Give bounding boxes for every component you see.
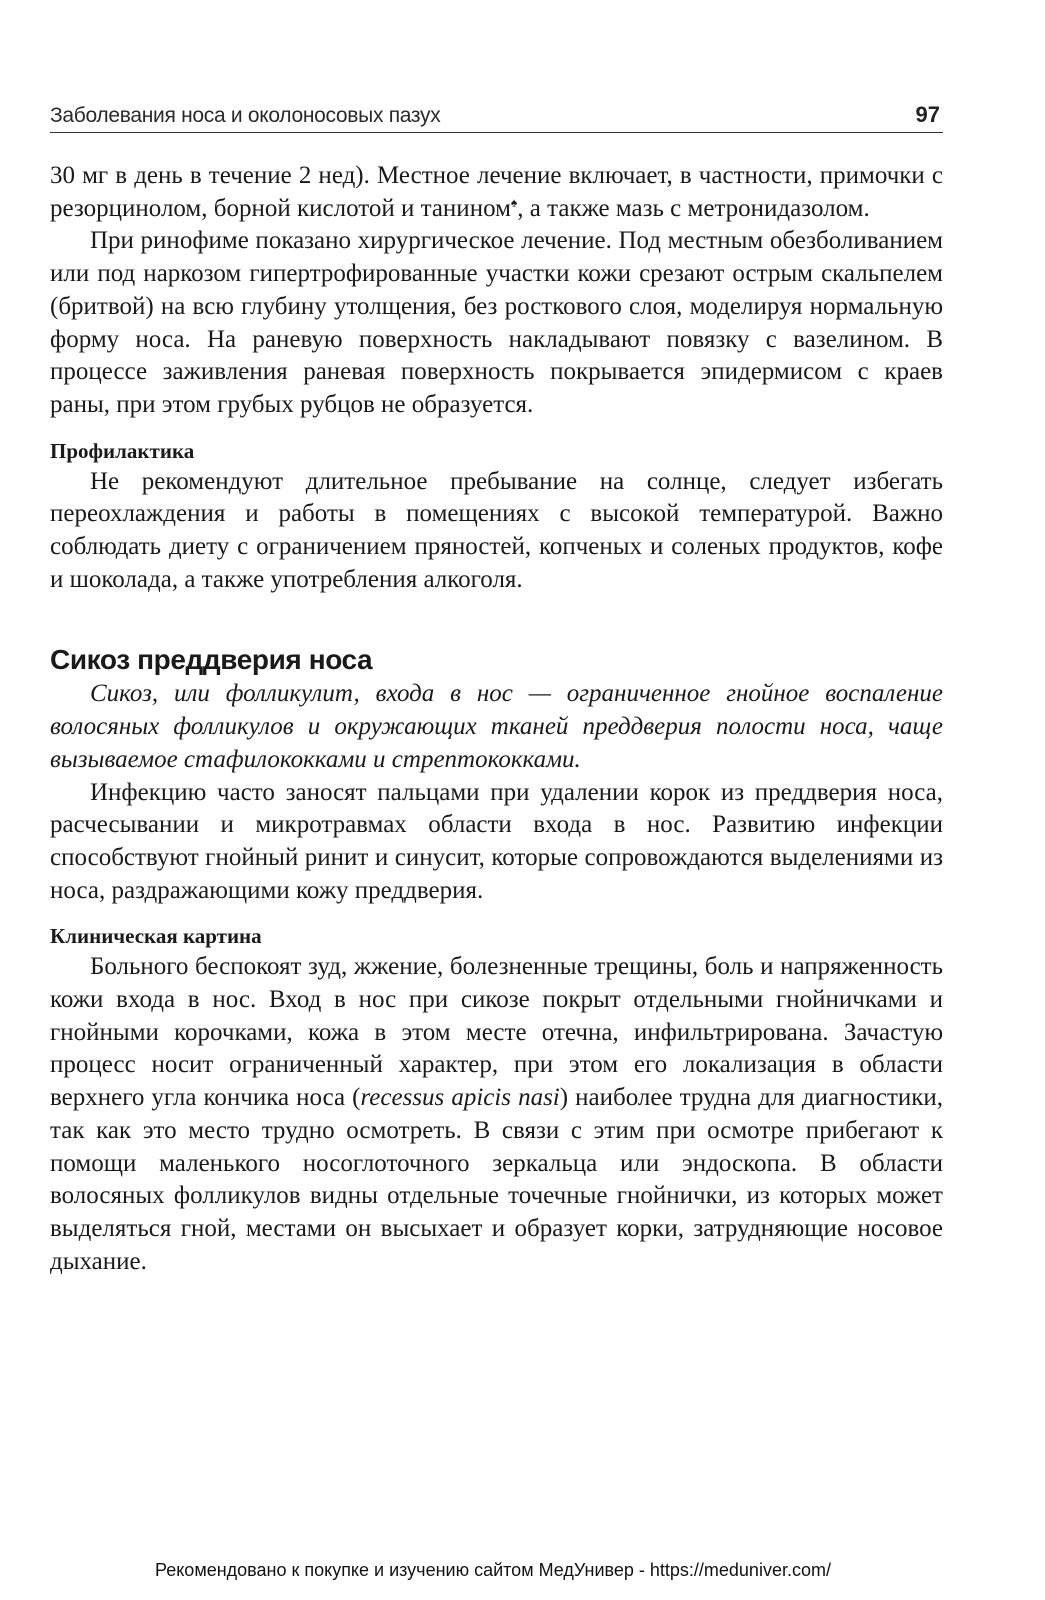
running-head [50, 104, 943, 133]
page-number: 97 [915, 102, 940, 127]
paragraph-prevention: Не рекомендуют длительное пребывание на солнце, следует избегать переохлаждения и работы в помещениях с высокой температурой. Важно соблюдать диету с ограничением пряностей, копченых и соленых продуктов, кофе и шоколада, а также употребления алкоголя. [50, 467, 943, 593]
subheading-clinical-picture: Клиническая картина [50, 924, 262, 949]
paragraph-continued [50, 160, 943, 225]
paragraph-rhinophyma-surgery: При ринофиме показано хирургическое лечение. Под местным обезболиванием или под наркозом гипертрофированные участки кожи срезают острым скальпелем (бритвой) на всю глубину утолщения, без росткового слоя, моделируя нормальную форму носа. На раневую поверхность накладывают повязку с вазелином. В процессе заживления раневая поверхность покрывается эпидермисом с краев раны, при этом грубых рубцов не образуется. [50, 227, 943, 418]
paragraph-clinical-picture [50, 951, 943, 1278]
definition-paragraph: Сикоз, или фолликулит, входа в нос — ограниченное гнойное воспаление волосяных фолликулов и окружающих тканей преддверия полости носа, чаще вызываемое стафилококками и стрептококками. [50, 680, 943, 773]
section-title: Сикоз преддверия носа [50, 644, 373, 676]
page-content [50, 160, 943, 1278]
subheading-prevention: Профилактика [50, 438, 195, 463]
latin-term: recessus apicis nasi [360, 1084, 560, 1112]
paragraph-text: Больного беспокоят зуд, жжение, болезненные трещины, боль и напряженность кожи входа в нос. Вход в нос при сикозе покрыт отдельными гнойничками и гнойными корочками, кожа в этом месте отечна, инфильтрирована. Зачастую процесс носит ограниченный характер, при этом его локализация в области верхнего угла кончика носа ( [50, 953, 943, 1112]
footer-recommendation: Рекомендовано к покупке и изучению сайтом МедУнивер - https://meduniver.com/ [155, 1560, 831, 1580]
paragraph-infection: Инфекцию часто заносят пальцами при удалении корок из преддверия носа, расчесывании и микротравмах области входа в нос. Развитию инфекции способствуют гнойный ринит и синусит, которые сопровождаются выделениями из носа, раздражающими кожу преддверия. [50, 778, 943, 904]
running-head-title: Заболевания носа и околоносовых пазух [50, 104, 441, 127]
paragraph-text: ) наиболее трудна для диагностики, так как это место трудно осмотреть. В связи с этим при осмотре прибегают к помощи маленького носоглоточного зеркальца или эндоскопа. В области волосяных фолликулов видны отдельные точечные гнойнички, из которых может выделяться гной, местами он высыхает и образует корки, затрудняющие носовое дыхание. [50, 1084, 944, 1275]
paragraph-text: 30 мг в день в течение 2 нед). Местное лечение включает, в частности, примочки с резорцинолом, борной кислотой и танином [50, 162, 943, 222]
footnote-mark: ♠ [510, 195, 518, 210]
paragraph-text: , а также мазь с метронидазолом. [517, 194, 870, 222]
